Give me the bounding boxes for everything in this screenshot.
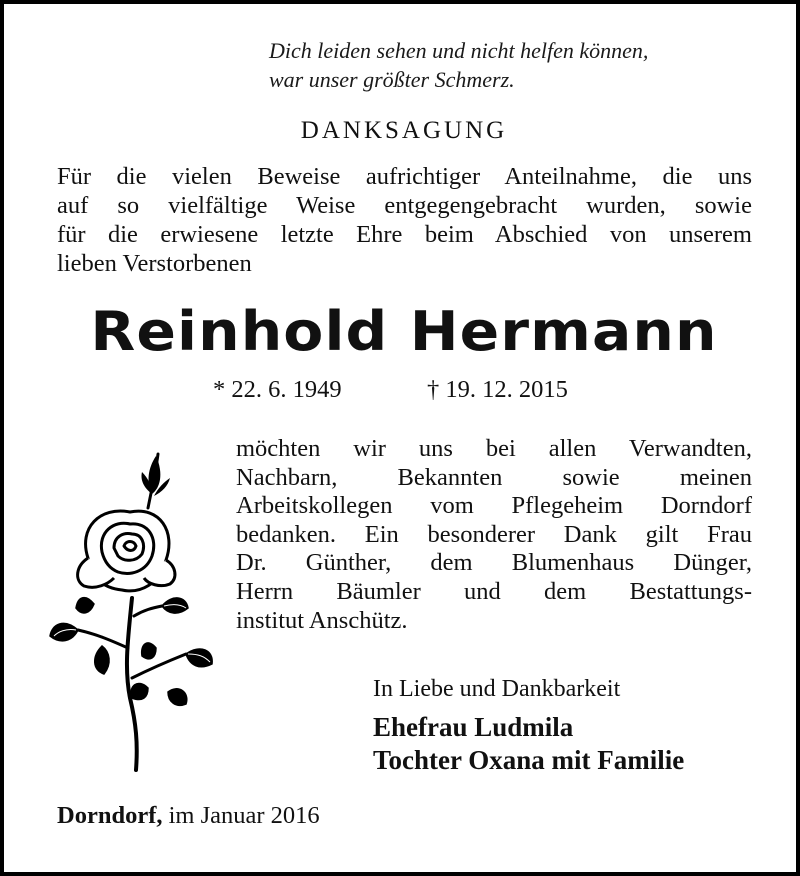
intro-line: lieben Verstorbenen bbox=[57, 250, 252, 277]
motto-line: war unser größter Schmerz. bbox=[269, 67, 515, 92]
thanks-line: Dr. Günther, dem Blumenhaus Dünger, bbox=[236, 549, 752, 577]
death-date: † 19. 12. 2015 bbox=[427, 376, 568, 403]
intro-paragraph bbox=[57, 162, 752, 278]
intro-line: auf so vielfältige Weise entgegengebracht wurden, sowie bbox=[57, 192, 752, 219]
deceased-name: Reinhold Hermann bbox=[90, 300, 718, 363]
thanks-line: bedanken. Ein besonderer Dank gilt Frau bbox=[236, 520, 752, 548]
thanks-line: Arbeitskollegen vom Pflegeheim Dorndorf bbox=[236, 492, 752, 520]
date-text: im Januar 2016 bbox=[168, 802, 320, 829]
heading-title: DANKSAGUNG bbox=[300, 117, 508, 144]
motto-line: Dich leiden sehen und nicht helfen können, bbox=[269, 38, 649, 63]
place-date-line bbox=[57, 802, 657, 830]
place-name: Dorndorf, bbox=[57, 802, 163, 829]
signature-wife: Ehefrau Ludmila bbox=[373, 712, 574, 742]
birth-date: * 22. 6. 1949 bbox=[213, 376, 342, 403]
thanks-line: möchten wir uns bei allen Verwandten, bbox=[236, 435, 752, 462]
intro-line: für die erwiesene letzte Ehre beim Abschied von unserem bbox=[57, 221, 752, 248]
intro-line: Für die vielen Beweise aufrichtiger Anteilnahme, die uns bbox=[57, 163, 752, 190]
motto-quote bbox=[269, 36, 769, 94]
rose-icon bbox=[48, 448, 216, 774]
thanks-paragraph bbox=[236, 435, 752, 635]
thanks-line: Herrn Bäumler und dem Bestattungs- bbox=[236, 577, 752, 605]
closing-phrase: In Liebe und Dankbarkeit bbox=[373, 676, 621, 702]
thanks-line: Nachbarn, Bekannten sowie meinen bbox=[236, 463, 752, 491]
signature-daughter: Tochter Oxana mit Familie bbox=[373, 745, 685, 775]
thanks-line: institut Anschütz. bbox=[236, 606, 408, 634]
